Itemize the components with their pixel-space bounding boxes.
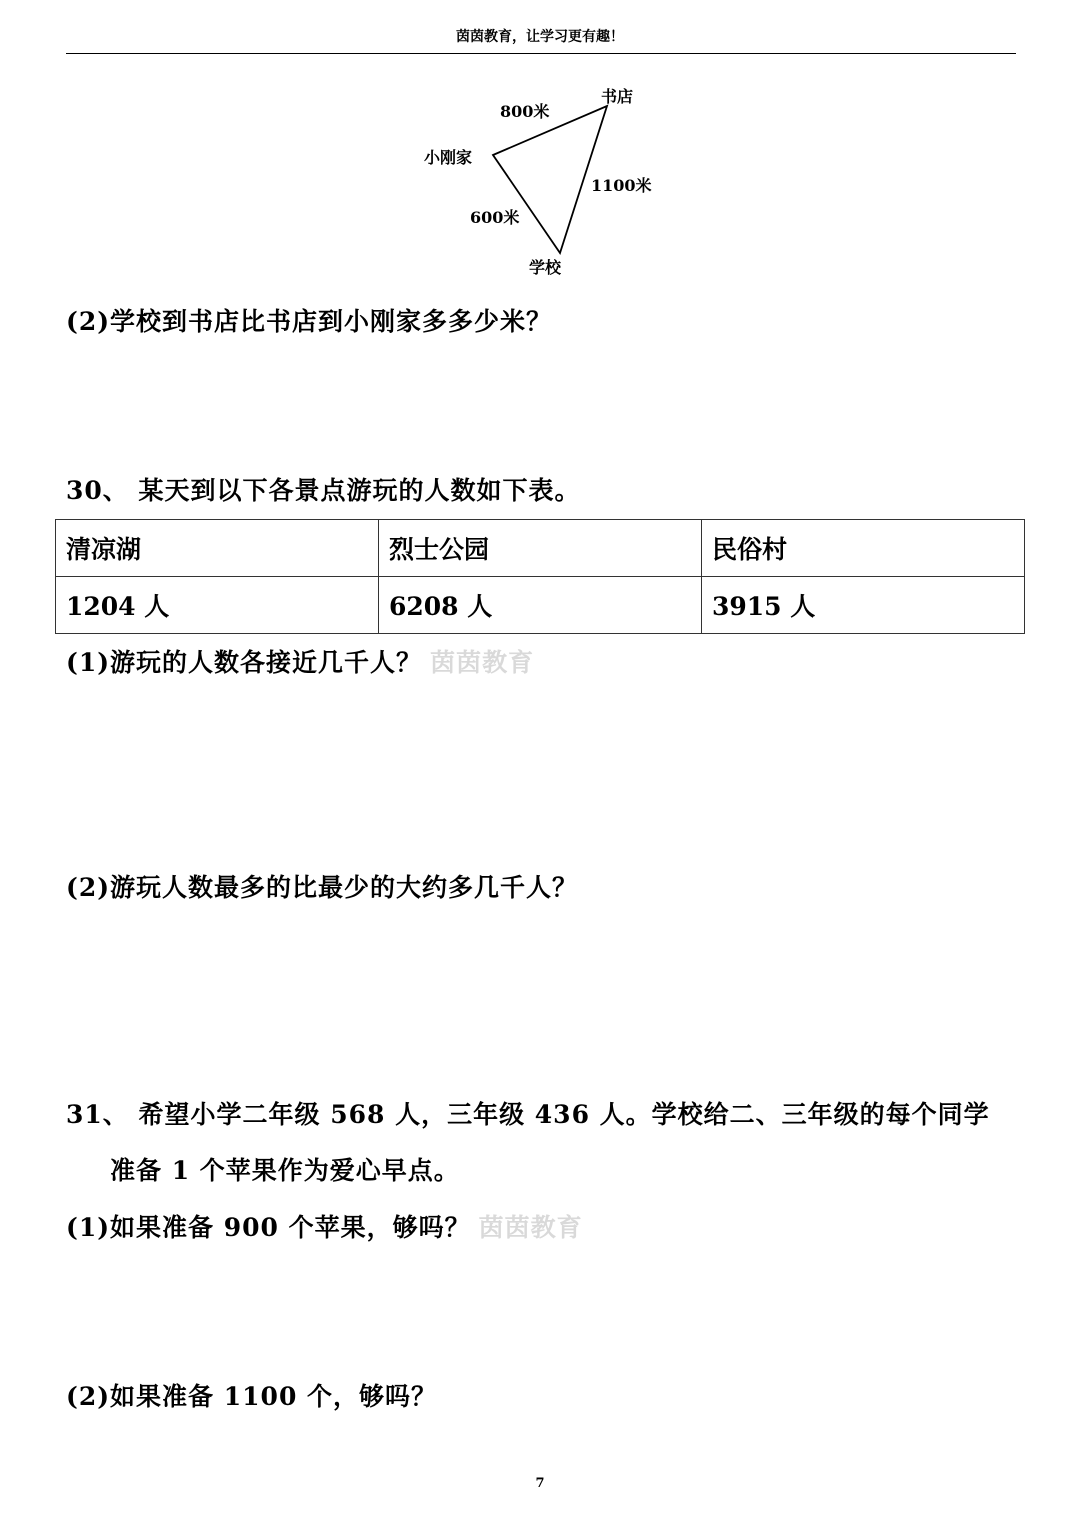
label-school: 学校 bbox=[529, 258, 562, 277]
label-bookstore: 书店 bbox=[601, 87, 634, 106]
label-home: 小刚家 bbox=[424, 148, 473, 167]
page-number: 7 bbox=[535, 1476, 545, 1491]
q31-stem-line2: 准备 1 个苹果作为爱心早点。 bbox=[110, 1156, 460, 1185]
q31-part2: (2)如果准备 1100 个，够吗？ bbox=[66, 1382, 438, 1411]
header-divider bbox=[66, 53, 1016, 54]
page-header: 茵茵教育，让学习更有趣！ bbox=[456, 29, 624, 45]
table-header-cell: 清凉湖 bbox=[56, 520, 379, 577]
q31-part1: (1)如果准备 900 个苹果，够吗？ bbox=[66, 1213, 471, 1242]
distance-bookstore-school: 1100米 bbox=[591, 176, 652, 195]
visitors-table bbox=[55, 519, 1025, 634]
table-cell: 3915 人 bbox=[702, 577, 1025, 634]
q30-part1-line bbox=[66, 643, 534, 679]
table-header-cell: 民俗村 bbox=[702, 520, 1025, 577]
table-cell: 1204 人 bbox=[56, 577, 379, 634]
table-row bbox=[56, 577, 1025, 634]
q29-part2: (2)学校到书店比书店到小刚家多多少米？ bbox=[66, 307, 553, 336]
q30-part1: (1)游玩的人数各接近几千人？ bbox=[66, 648, 423, 677]
table-header-row bbox=[56, 520, 1025, 577]
table-cell: 6208 人 bbox=[379, 577, 702, 634]
table-header-cell: 烈士公园 bbox=[379, 520, 702, 577]
q30-part2: (2)游玩人数最多的比最少的大约多几千人？ bbox=[66, 873, 579, 902]
distance-triangle-diagram bbox=[400, 75, 680, 285]
q30-stem: 30、 某天到以下各景点游玩的人数如下表。 bbox=[66, 476, 581, 505]
distance-home-bookstore: 800米 bbox=[500, 102, 550, 121]
watermark: 茵茵教育 bbox=[430, 648, 535, 677]
triangle-shape bbox=[493, 106, 607, 253]
q31-stem-line1: 31、 希望小学二年级 568 人，三年级 436 人。学校给二、三年级的每个同学 bbox=[66, 1100, 990, 1129]
watermark: 茵茵教育 bbox=[478, 1213, 583, 1242]
q31-part1-line bbox=[66, 1208, 583, 1244]
distance-home-school: 600米 bbox=[470, 208, 520, 227]
